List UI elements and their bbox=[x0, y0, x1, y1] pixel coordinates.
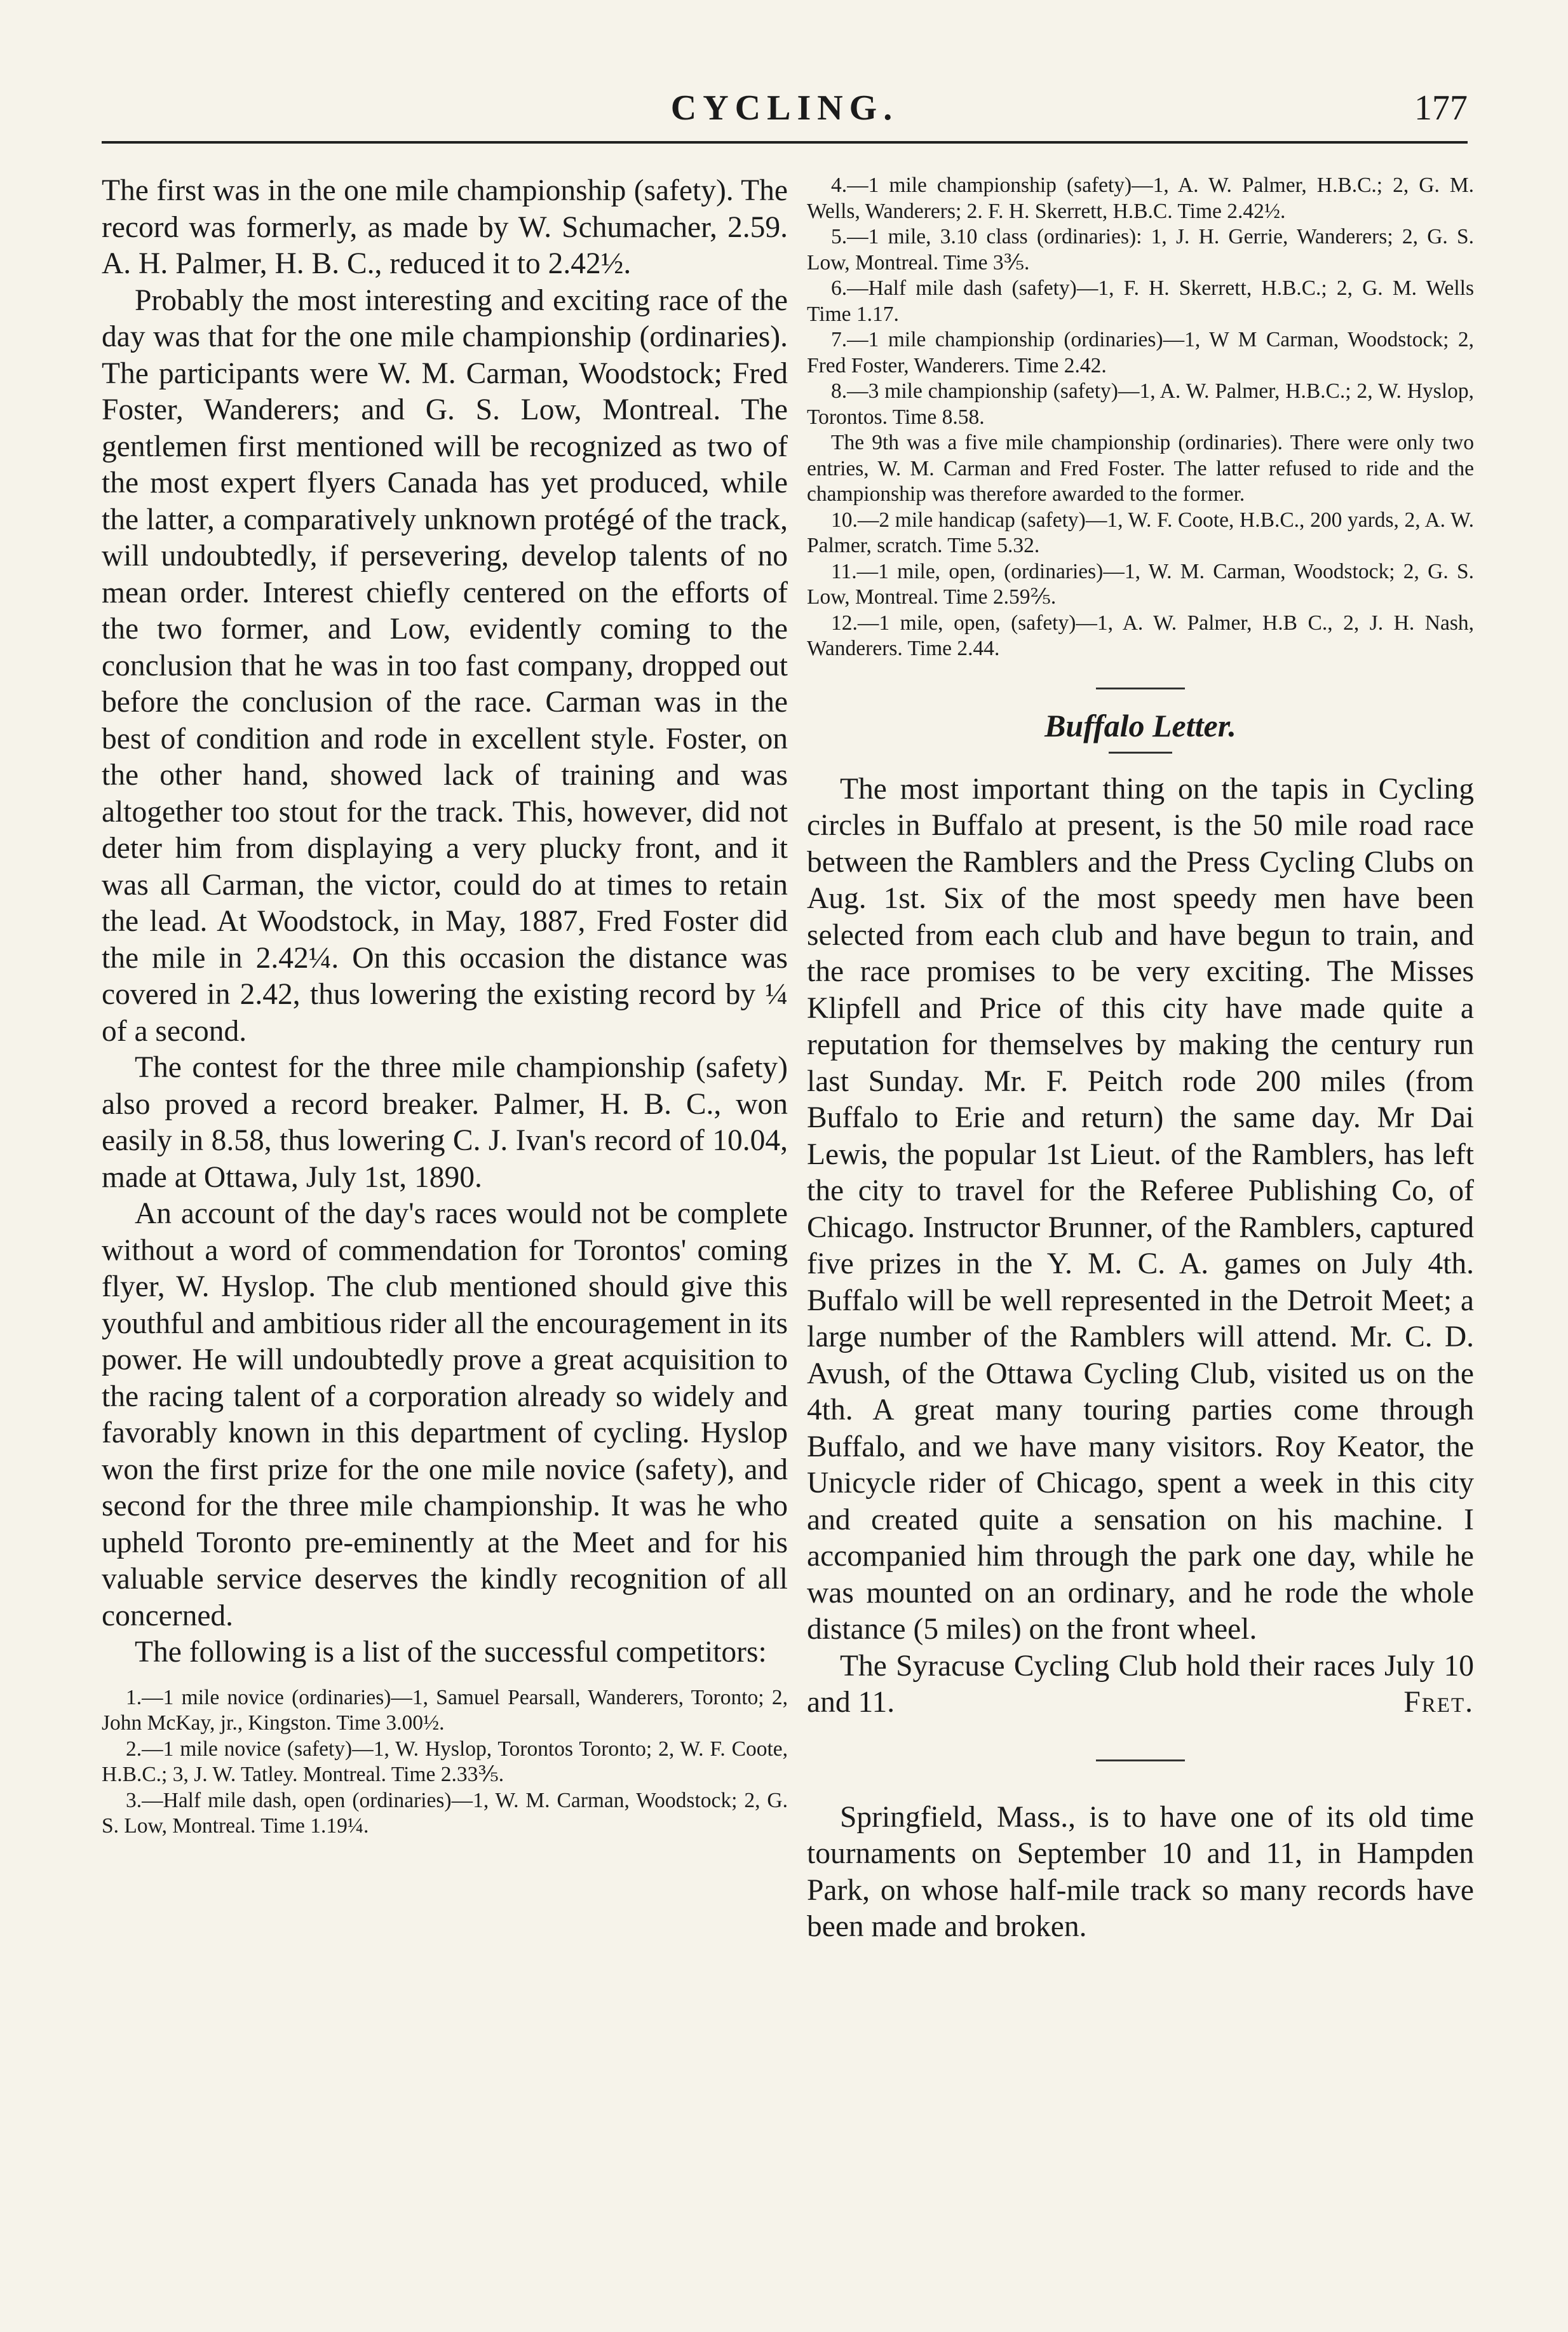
section-divider bbox=[1096, 688, 1185, 689]
article-paragraph: An account of the day's races would not be complete without a word of commendation for Torontos' coming flyer, W. Hyslop. The club mentioned should give this youthful and ambitious rider all the encouragement in its power. He will undoubtedly prove a great acquisition to the racing talent of a corporation already so widely and favorably known in this department of cycling. Hyslop won the first prize for the one mile novice (safety), and second for the three mile championship. It was he who upheld Toronto pre-eminently at the Meet and for his valuable service deserves the kindly recognition of all concerned. bbox=[102, 1197, 788, 1632]
article-paragraph: The contest for the three mile championship (safety) also proved a record breaker. Palmer, H. B. C., won easily in 8.58, thus lowering C. J. Ivan's record of 10.04, made at Ottawa, July 1st, 1890. bbox=[102, 1051, 788, 1194]
result-item: 8.—3 mile championship (safety)—1, A. W. Palmer, H.B.C.; 2, W. Hyslop, Torontos. Time 8.58. bbox=[807, 379, 1474, 429]
result-item: 2.—1 mile novice (safety)—1, W. Hyslop, Torontos Toronto; 2, W. F. Coote, H.B.C.; 3, J. W. Tatley. Montreal. Time 2.33⅗. bbox=[102, 1737, 788, 1786]
result-item: 1.—1 mile novice (ordinaries)—1, Samuel Pearsall, Wanderers, Toronto; 2, John McKay, jr., Kingston. Time 3.00½. bbox=[102, 1685, 788, 1735]
left-column bbox=[102, 173, 788, 1840]
result-item: 3.—Half mile dash, open (ordinaries)—1, W. M. Carman, Woodstock; 2, G. S. Low, Montreal. Time 1.19¼. bbox=[102, 1788, 788, 1838]
page-header bbox=[102, 76, 1468, 140]
closing-text: The Syracuse Cycling Club hold their races July 10 and 11. bbox=[807, 1649, 1474, 1719]
article-paragraph: Probably the most interesting and exciting race of the day was that for the one mile championship (ordinaries). The participants were W. M. Carman, Woodstock; Fred Foster, Wanderers; and G. S. Low, Montreal. The gentlemen first mentioned will be recognized as two of the most expert flyers Canada has yet produced, while the latter, a comparatively unknown protégé of the track, will undoubtedly, if persevering, develop talents of no mean order. Interest chiefly centered on the efforts of the two former, and Low, evidently coming to the conclusion that he was in too fast company, dropped out before the conclusion of the race. Carman was in the best of condition and rode in excellent style. Foster, on the other hand, showed lack of training and was altogether too stout for the track. This, however, did not deter him from displaying a very plucky front, and it was all Carman, the victor, could do at times to retain the lead. At Woodstock, in May, 1887, Fred Foster did the mile in 2.42¼. On this occasion the distance was covered in 2.42, thus lowering the existing record by ¼ of a second. bbox=[102, 283, 788, 1048]
article-paragraph: The following is a list of the successful competitors: bbox=[135, 1636, 767, 1669]
result-note: The 9th was a five mile championship (ordinaries). There were only two entries, W. M. Carman and Fred Foster. The latter refused to ride and the championship was therefore awarded to the former. bbox=[807, 431, 1474, 506]
result-item: 12.—1 mile, open, (safety)—1, A. W. Palmer, H.B C., 2, J. H. Nash, Wanderers. Time 2.44. bbox=[807, 611, 1474, 660]
header-rule bbox=[102, 141, 1468, 144]
section-divider bbox=[1096, 1759, 1185, 1761]
result-item: 4.—1 mile championship (safety)—1, A. W. Palmer, H.B.C.; 2, G. M. Wells, Wanderers; 2. F. H. Skerrett, H.B.C. Time 2.42½. bbox=[807, 173, 1474, 223]
result-item: 5.—1 mile, 3.10 class (ordinaries): 1, J. H. Gerrie, Wanderers; 2, G. S. Low, Montreal. Time 3⅗. bbox=[807, 225, 1474, 275]
result-item: 11.—1 mile, open, (ordinaries)—1, W. M. Carman, Woodstock; 2, G. S. Low, Montreal. Time 2.59⅖. bbox=[807, 559, 1474, 609]
signature: Fret. bbox=[1403, 1686, 1474, 1719]
springfield-paragraph: Springfield, Mass., is to have one of its old time tournaments on September 10 and 11, in Hampden Park, on whose half-mile track so many records have been made and broken. bbox=[807, 1800, 1474, 1943]
result-item: 6.—Half mile dash (safety)—1, F. H. Skerrett, H.B.C.; 2, G. M. Wells Time 1.17. bbox=[807, 276, 1474, 326]
spacer bbox=[102, 1671, 788, 1685]
running-title: CYCLING. bbox=[670, 88, 899, 128]
section-title: Buffalo Letter. bbox=[1044, 707, 1236, 743]
article-paragraph: The first was in the one mile championship (safety). The record was formerly, as made by W. Schumacher, 2.59. A. H. Palmer, H. B. C., reduced it to 2.42½. bbox=[102, 174, 788, 280]
letter-paragraph: The most important thing on the tapis in Cycling circles in Buffalo at present, is the 50 mile road race between the Ramblers and the Press Cycling Clubs on Aug. 1st. Six of the most speedy men have been selected from each club and have begun to train, and the race promises to be very exciting. The Misses Klipfell and Price of this city have made quite a reputation for themselves by making the century run last Sunday. Mr. F. Peitch rode 200 miles (from Buffalo to Erie and return) the same day. Mr Dai Lewis, the popular 1st Lieut. of the Ramblers, has left the city to travel for the Referee Publishing Co, of Chicago. Instructor Brunner, of the Ramblers, captured five prizes in the Y. M. C. A. games on July 4th. Buffalo will be well represented in the Detroit Meet; a large number of the Ramblers will attend. Mr. C. D. Avush, of the Ottawa Cycling Club, visited us on the 4th. A great many touring parties come through Buffalo, and we have many visitors. Roy Keator, the Unicycle rider of Chicago, spent a week in this city and created quite a sensation on his machine. I accompanied him through the park one day, while he was mounted on an ordinary, and he rode the whole distance (5 miles) on the front wheel. bbox=[807, 772, 1474, 1646]
right-column bbox=[807, 173, 1474, 1946]
result-item: 7.—1 mile championship (ordinaries)—1, W M Carman, Woodstock; 2, Fred Foster, Wanderers. Time 2.42. bbox=[807, 328, 1474, 377]
page-number: 177 bbox=[1414, 88, 1468, 128]
result-item: 10.—2 mile handicap (safety)—1, W. F. Coote, H.B.C., 200 yards, 2, A. W. Palmer, scratch. Time 5.32. bbox=[807, 508, 1474, 557]
closing-paragraph bbox=[807, 1648, 1474, 1721]
section-divider bbox=[1109, 752, 1172, 754]
